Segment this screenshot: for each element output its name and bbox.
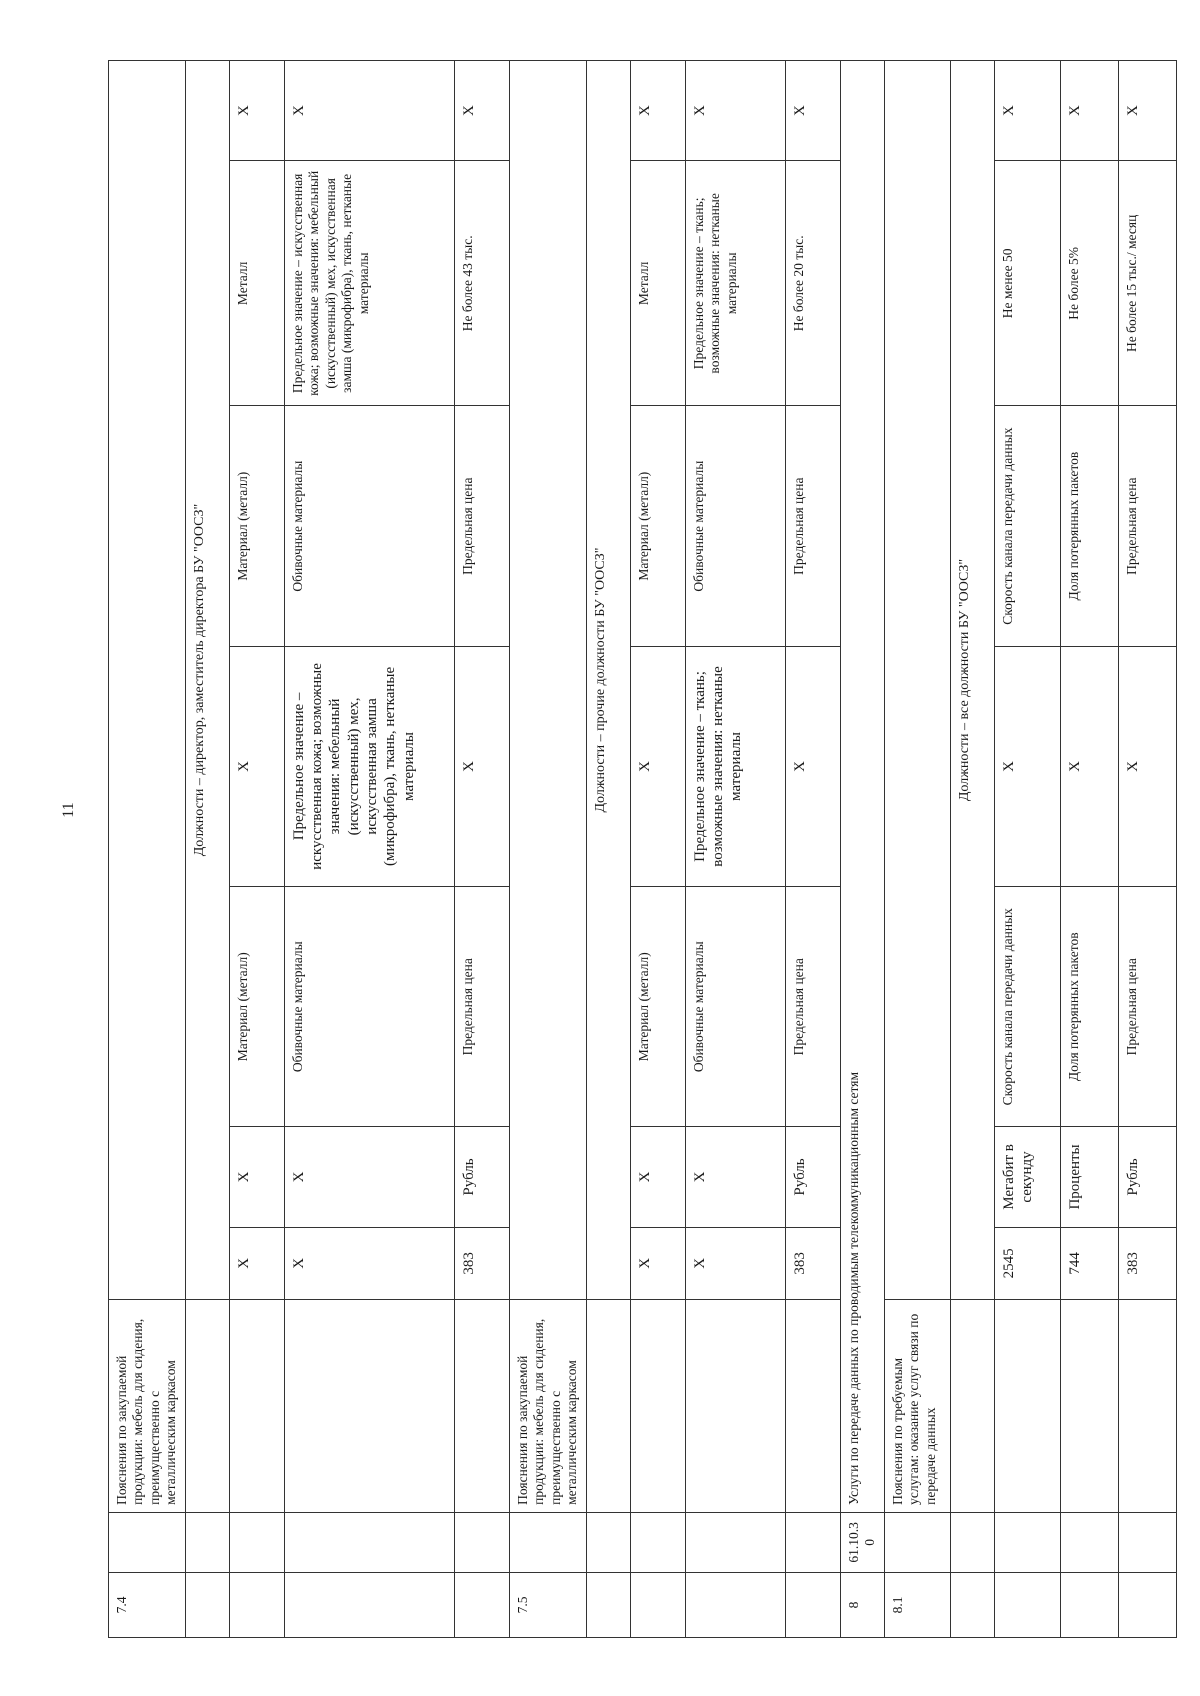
justification: X (994, 61, 1060, 161)
item-row (109, 61, 186, 1638)
approved-characteristic-value: Предельное значение – искусственная кожа; возможные значения: мебельный (искусственный) мех, искусственная замша (микрофибра), ткань, нетканые материалы (284, 161, 454, 406)
justification: X (454, 61, 509, 161)
okei-code: 2545 (994, 1227, 1060, 1300)
characteristic-row (994, 61, 1060, 1638)
characteristic-value: X (785, 646, 840, 886)
requirements-table (108, 60, 1177, 1638)
approved-characteristic-name: Обивочные материалы (284, 406, 454, 646)
unit-name: X (630, 1127, 685, 1227)
unit-name: Рубль (1118, 1127, 1176, 1227)
number-column-cell (1060, 1572, 1118, 1637)
approved-characteristic-value: Не более 43 тыс. (454, 161, 509, 406)
okei-code: X (630, 1227, 685, 1300)
okpd-column-cell (229, 1512, 284, 1572)
okpd-column-cell (586, 1512, 630, 1572)
description-column-cell (185, 1300, 229, 1513)
okei-code: 383 (785, 1227, 840, 1300)
number-column-cell (229, 1572, 284, 1637)
okpd-column-cell (630, 1512, 685, 1572)
position-group-title: Должности – прочие должности БУ "ООСЗ" (586, 61, 630, 1300)
number-column-cell (586, 1572, 630, 1637)
section-okpd-code: 61.10.30 (840, 1512, 884, 1572)
rotated-table-container (108, 60, 1141, 1638)
description-column-cell (785, 1300, 840, 1513)
characteristic-name: Доля потерянных пакетов (1060, 887, 1118, 1127)
characteristic-value: X (1060, 646, 1118, 886)
description-column-cell (586, 1300, 630, 1513)
empty-cell (884, 61, 950, 1300)
number-column-cell (685, 1572, 785, 1637)
position-group-row (586, 61, 630, 1638)
approved-characteristic-value: Металл (630, 161, 685, 406)
characteristic-name: Обивочные материалы (685, 887, 785, 1127)
characteristic-value: X (229, 646, 284, 886)
characteristic-row (229, 61, 284, 1638)
okpd-column-cell (185, 1512, 229, 1572)
unit-name: X (685, 1127, 785, 1227)
description-column-cell (685, 1300, 785, 1513)
characteristic-name: Материал (металл) (630, 887, 685, 1127)
justification: X (284, 61, 454, 161)
item-number: 8.1 (884, 1572, 950, 1637)
justification: X (229, 61, 284, 161)
approved-characteristic-name: Предельная цена (785, 406, 840, 646)
item-description: Пояснения по закупаемой продукции: мебель для сидения, преимущественно с металлическим каркасом (509, 1300, 586, 1513)
approved-characteristic-name: Предельная цена (454, 406, 509, 646)
unit-name: Рубль (454, 1127, 509, 1227)
okei-code: X (685, 1227, 785, 1300)
number-column-cell (630, 1572, 685, 1637)
approved-characteristic-value: Не более 15 тыс./ месяц (1118, 161, 1176, 406)
approved-characteristic-name: Предельная цена (1118, 406, 1176, 646)
characteristic-row (1060, 61, 1118, 1638)
unit-name: Рубль (785, 1127, 840, 1227)
characteristic-row (1118, 61, 1176, 1638)
characteristic-row (630, 61, 685, 1638)
number-column-cell (1118, 1572, 1176, 1637)
position-group-title: Должности – все должности БУ "ООСЗ" (950, 61, 994, 1300)
description-column-cell (994, 1300, 1060, 1513)
characteristic-name: Предельная цена (1118, 887, 1176, 1127)
characteristic-name: Предельная цена (454, 887, 509, 1127)
number-column-cell (454, 1572, 509, 1637)
section-number: 8 (840, 1572, 884, 1637)
okei-code: 383 (454, 1227, 509, 1300)
approved-characteristic-value: Не менее 50 (994, 161, 1060, 406)
characteristic-value: X (1118, 646, 1176, 886)
okpd-column-cell (785, 1512, 840, 1572)
item-row (509, 61, 586, 1638)
okpd-column-cell (685, 1512, 785, 1572)
description-column-cell (630, 1300, 685, 1513)
approved-characteristic-name: Материал (металл) (229, 406, 284, 646)
okei-code: X (284, 1227, 454, 1300)
characteristic-row (785, 61, 840, 1638)
characteristic-name: Предельная цена (785, 887, 840, 1127)
characteristic-row (454, 61, 509, 1638)
characteristic-name: Материал (металл) (229, 887, 284, 1127)
okpd-column-cell (950, 1512, 994, 1572)
justification: X (685, 61, 785, 161)
approved-characteristic-value: Не более 5% (1060, 161, 1118, 406)
okpd-column-cell (1118, 1512, 1176, 1572)
position-group-row (185, 61, 229, 1638)
page-number-text: 11 (60, 802, 77, 818)
number-column-cell (185, 1572, 229, 1637)
description-column-cell (950, 1300, 994, 1513)
approved-characteristic-name: Скорость канала передачи данных (994, 406, 1060, 646)
approved-characteristic-name: Обивочные материалы (685, 406, 785, 646)
characteristic-value: X (630, 646, 685, 886)
item-row (884, 61, 950, 1638)
characteristic-row (284, 61, 454, 1638)
unit-name: Мегабит в секунду (994, 1127, 1060, 1227)
empty-cell (509, 61, 586, 1300)
description-column-cell (229, 1300, 284, 1513)
section-row (840, 61, 884, 1638)
description-column-cell (1060, 1300, 1118, 1513)
okei-code: X (229, 1227, 284, 1300)
position-group-title: Должности – директор, заместитель директора БУ "ООСЗ" (185, 61, 229, 1300)
characteristic-name: Скорость канала передачи данных (994, 887, 1060, 1127)
unit-name: X (284, 1127, 454, 1227)
approved-characteristic-value: Предельное значение – ткань; возможные значения: нетканые материалы (685, 161, 785, 406)
okpd-column-cell (284, 1512, 454, 1572)
characteristic-value: X (454, 646, 509, 886)
item-description: Пояснения по закупаемой продукции: мебель для сидения, преимущественно с металлическим каркасом (109, 1300, 186, 1513)
description-column-cell (454, 1300, 509, 1513)
approved-characteristic-value: Не более 20 тыс. (785, 161, 840, 406)
empty-cell (109, 61, 186, 1300)
characteristic-row (685, 61, 785, 1638)
item-number: 7.4 (109, 1572, 186, 1637)
okpd-code (109, 1512, 186, 1572)
item-number: 7.5 (509, 1572, 586, 1637)
number-column-cell (284, 1572, 454, 1637)
okpd-code (509, 1512, 586, 1572)
approved-characteristic-name: Материал (металл) (630, 406, 685, 646)
characteristic-value: X (994, 646, 1060, 886)
requirements-table-body (109, 61, 1177, 1638)
description-column-cell (284, 1300, 454, 1513)
okei-code: 744 (1060, 1227, 1118, 1300)
characteristic-value: Предельное значение – ткань; возможные значения: нетканые материалы (685, 646, 785, 886)
okpd-column-cell (454, 1512, 509, 1572)
okpd-column-cell (1060, 1512, 1118, 1572)
number-column-cell (785, 1572, 840, 1637)
unit-name: X (229, 1127, 284, 1227)
justification: X (785, 61, 840, 161)
approved-characteristic-value: Металл (229, 161, 284, 406)
position-group-row (950, 61, 994, 1638)
item-description: Пояснения по требуемым услугам: оказание услуг связи по передаче данных (884, 1300, 950, 1513)
section-title: Услуги по передаче данных по проводимым телекоммуникационным сетям (840, 61, 884, 1513)
characteristic-value: Предельное значение – искусственная кожа; возможные значения: мебельный (искусственный) мех, искусственная замша (микрофибра), ткань, нетканые материалы (284, 646, 454, 886)
unit-name: Проценты (1060, 1127, 1118, 1227)
justification: X (1118, 61, 1176, 161)
approved-characteristic-name: Доля потерянных пакетов (1060, 406, 1118, 646)
description-column-cell (1118, 1300, 1176, 1513)
characteristic-name: Обивочные материалы (284, 887, 454, 1127)
okei-code: 383 (1118, 1227, 1176, 1300)
justification: X (630, 61, 685, 161)
okpd-column-cell (994, 1512, 1060, 1572)
okpd-code (884, 1512, 950, 1572)
justification: X (1060, 61, 1118, 161)
number-column-cell (950, 1572, 994, 1637)
number-column-cell (994, 1572, 1060, 1637)
